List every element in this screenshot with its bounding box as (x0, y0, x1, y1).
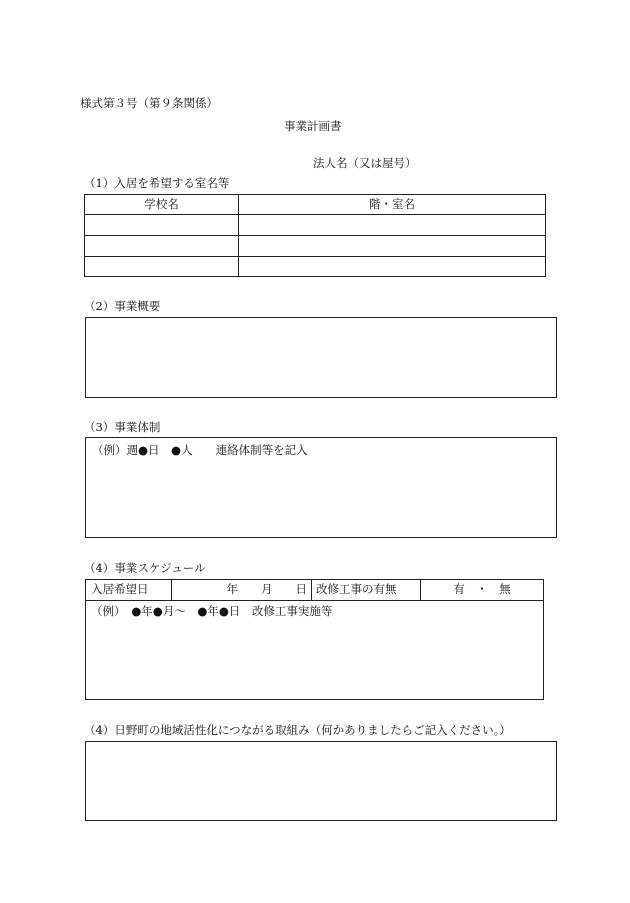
move-in-date-field[interactable]: 年 月 日 (172, 580, 312, 601)
schedule-body-row (86, 601, 544, 700)
renovation-label: 改修工事の有無 (312, 580, 421, 601)
school-name-header: 学校名 (85, 195, 239, 215)
business-structure-box[interactable] (85, 437, 557, 538)
school-name-cell[interactable] (85, 257, 239, 277)
form-number: 様式第３号（第９条関係） (80, 96, 218, 110)
floor-room-header: 階・室名 (239, 195, 546, 215)
corporation-name-label: 法人名（又は屋号） (313, 156, 417, 170)
section-2-heading: （2）事業概要 (84, 299, 161, 313)
school-name-cell[interactable] (85, 236, 239, 257)
schedule-table (85, 579, 544, 700)
table-row (85, 257, 546, 277)
floor-room-cell[interactable] (239, 215, 546, 236)
school-name-cell[interactable] (85, 215, 239, 236)
document-title: 事業計画書 (284, 119, 342, 133)
section-1-heading: （1）入居を希望する室名等 (84, 176, 230, 190)
renovation-yes-no[interactable]: 有 ・ 無 (421, 580, 544, 601)
section-4-heading: （4）事業スケジュール (84, 561, 206, 575)
table-row (85, 236, 546, 257)
move-in-date-label: 入居希望日 (86, 580, 172, 601)
floor-room-cell[interactable] (239, 236, 546, 257)
section-5-heading: （4）日野町の地域活性化につながる取組み（何かありましたらご記入ください。） (84, 723, 511, 737)
table-row (85, 215, 546, 236)
section-3-heading: （3）事業体制 (84, 420, 161, 434)
floor-room-cell[interactable] (239, 257, 546, 277)
regional-activation-box[interactable] (85, 741, 557, 821)
business-overview-box[interactable] (85, 317, 557, 398)
schedule-example-text: （例） ●年●月～ ●年●日 改修工事実施等 (91, 604, 333, 618)
schedule-header-row (86, 580, 544, 601)
structure-example-text: （例）週●日 ●人 連絡体制等を記入 (92, 443, 308, 457)
room-request-table (84, 194, 546, 277)
table-header-row (85, 195, 546, 215)
schedule-detail-cell[interactable] (86, 601, 544, 700)
